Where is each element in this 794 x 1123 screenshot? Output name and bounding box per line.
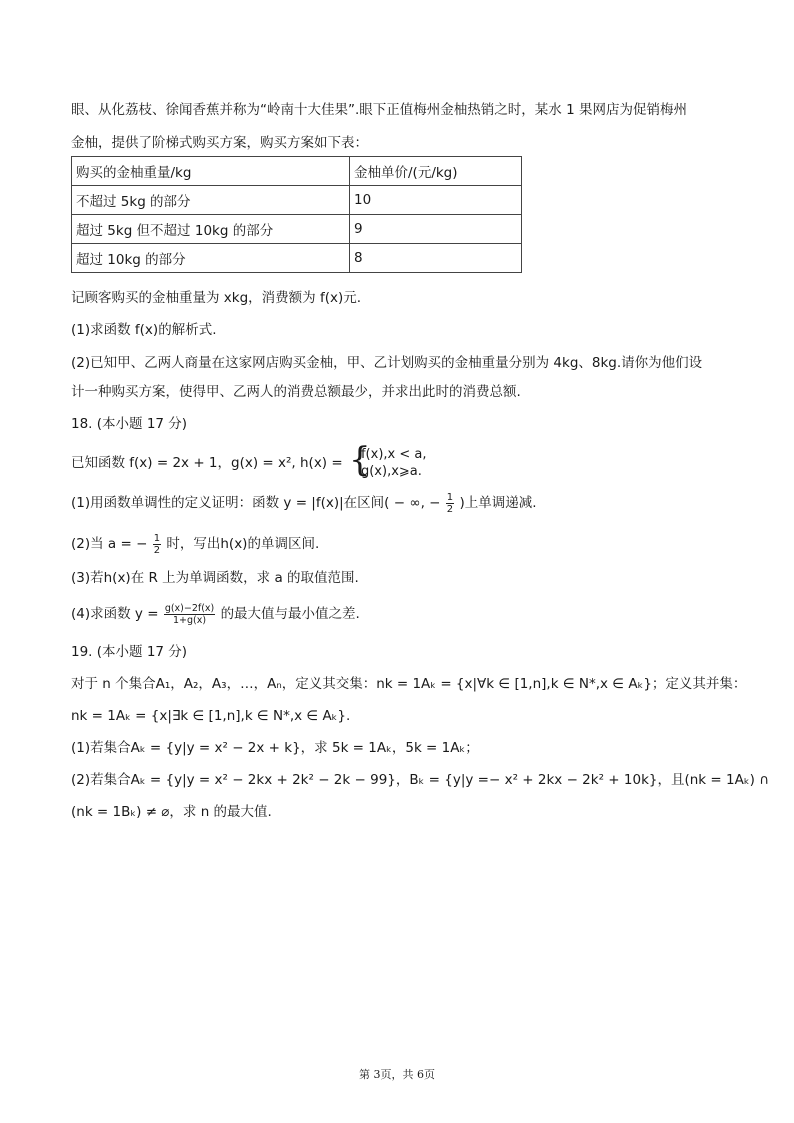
q18-given-prefix: 已知函数 f(x) = 2x + 1，g(x) = x², h(x) = xyxy=(71,455,343,471)
table-row xyxy=(72,244,522,273)
fraction-numerator: g(x)−2f(x) xyxy=(164,602,215,614)
q18-part-2 xyxy=(71,531,731,557)
q19-part-2-line-1: (2)若集合Aₖ = {y|y = x² − 2kx + 2k² − 2k − 99}，Bₖ = {y|y =− x² + 2kx − 2k² + 10k}，且(nk = 1Aₖ) ∩ xyxy=(71,772,770,788)
q18-part-1 xyxy=(71,490,731,516)
fraction-g-minus-2f xyxy=(164,603,215,626)
q18-p4-suffix: 的最大值与最小值之差. xyxy=(220,606,360,622)
piecewise-case-1: f(x),x < a, xyxy=(360,447,427,462)
table-cell: 10 xyxy=(350,186,522,215)
q19-part-1: (1)若集合Aₖ = {y|y = x² − 2x + k}，求 5k = 1Aₖ，5k = 1Aₖ； xyxy=(71,740,479,756)
fraction-denominator: 1+g(x) xyxy=(173,614,207,626)
q17-part-1: (1)求函数 f(x)的解析式. xyxy=(71,322,217,338)
q19-title: 19. (本小题 17 分) xyxy=(71,644,188,660)
table-cell: 8 xyxy=(350,244,522,273)
table-cell: 超过 10kg 的部分 xyxy=(72,244,350,273)
q18-p4-prefix: (4)求函数 y = xyxy=(71,606,159,622)
q17-note: 记顾客购买的金柚重量为 xkg，消费额为 f(x)元. xyxy=(71,290,362,306)
intro-line-2: 金柚，提供了阶梯式购买方案，购买方案如下表： xyxy=(71,135,368,151)
q18-p2-suffix: 时，写出h(x)的单调区间. xyxy=(166,536,320,552)
q19-line-1: 对于 n 个集合A₁，A₂，A₃，…，Aₙ，定义其交集：nk = 1Aₖ = {x|∀k ∈ [1,n],k ∈ N*,x ∈ Aₖ}；定义其并集： xyxy=(71,676,747,692)
q18-p1-prefix: (1)用函数单调性的定义证明：函数 y = |f(x)|在区间( − ∞, − xyxy=(71,495,441,511)
q19-line-2: nk = 1Aₖ = {x|∃k ∈ [1,n],k ∈ N*,x ∈ Aₖ}. xyxy=(71,708,351,724)
piecewise-cases xyxy=(361,446,427,480)
fraction-denominator: 2 xyxy=(446,503,454,515)
piecewise-case-2: g(x),x⩾a. xyxy=(360,464,422,479)
q17-part-2-line-1: (2)已知甲、乙两人商量在这家网店购买金柚，甲、乙计划购买的金柚重量分别为 4kg、8kg.请你为他们设 xyxy=(71,355,703,371)
q18-title: 18. (本小题 17 分) xyxy=(71,416,188,432)
fraction-one-half xyxy=(446,492,454,515)
q18-part-3: (3)若h(x)在 R 上为单调函数，求 a 的取值范围. xyxy=(71,570,359,586)
table-cell: 超过 5kg 但不超过 10kg 的部分 xyxy=(72,215,350,244)
table-header-weight: 购买的金柚重量/kg xyxy=(72,157,350,186)
table-header-price: 金柚单价/(元/kg) xyxy=(350,157,522,186)
q18-p2-prefix: (2)当 a = − xyxy=(71,536,148,552)
page-footer: 第 3页，共 6页 xyxy=(359,1068,435,1081)
table-cell: 不超过 5kg 的部分 xyxy=(72,186,350,215)
price-table xyxy=(71,156,522,273)
table-header-row xyxy=(72,157,522,186)
q19-part-2-line-2: (nk = 1Bₖ) ≠ ⌀，求 n 的最大值. xyxy=(71,804,272,820)
fraction-numerator: 1 xyxy=(446,491,454,503)
q18-p1-suffix: )上单调递减. xyxy=(459,495,537,511)
left-brace-icon: { xyxy=(348,440,371,480)
table-row xyxy=(72,215,522,244)
q18-part-4 xyxy=(71,601,731,627)
fraction-numerator: 1 xyxy=(153,532,161,544)
fraction-one-half xyxy=(153,533,161,556)
q17-part-2-line-2: 计一种购买方案，使得甲、乙两人的消费总额最少，并求出此时的消费总额. xyxy=(71,384,521,400)
intro-line-1: 眼、从化荔枝、徐闻香蕉并称为“岭南十大佳果”.眼下正值梅州金柚热销之时，某水 1 果网店为促销梅州 xyxy=(71,102,687,118)
fraction-denominator: 2 xyxy=(153,544,161,556)
q18-given xyxy=(71,440,731,480)
table-cell: 9 xyxy=(350,215,522,244)
table-row xyxy=(72,186,522,215)
